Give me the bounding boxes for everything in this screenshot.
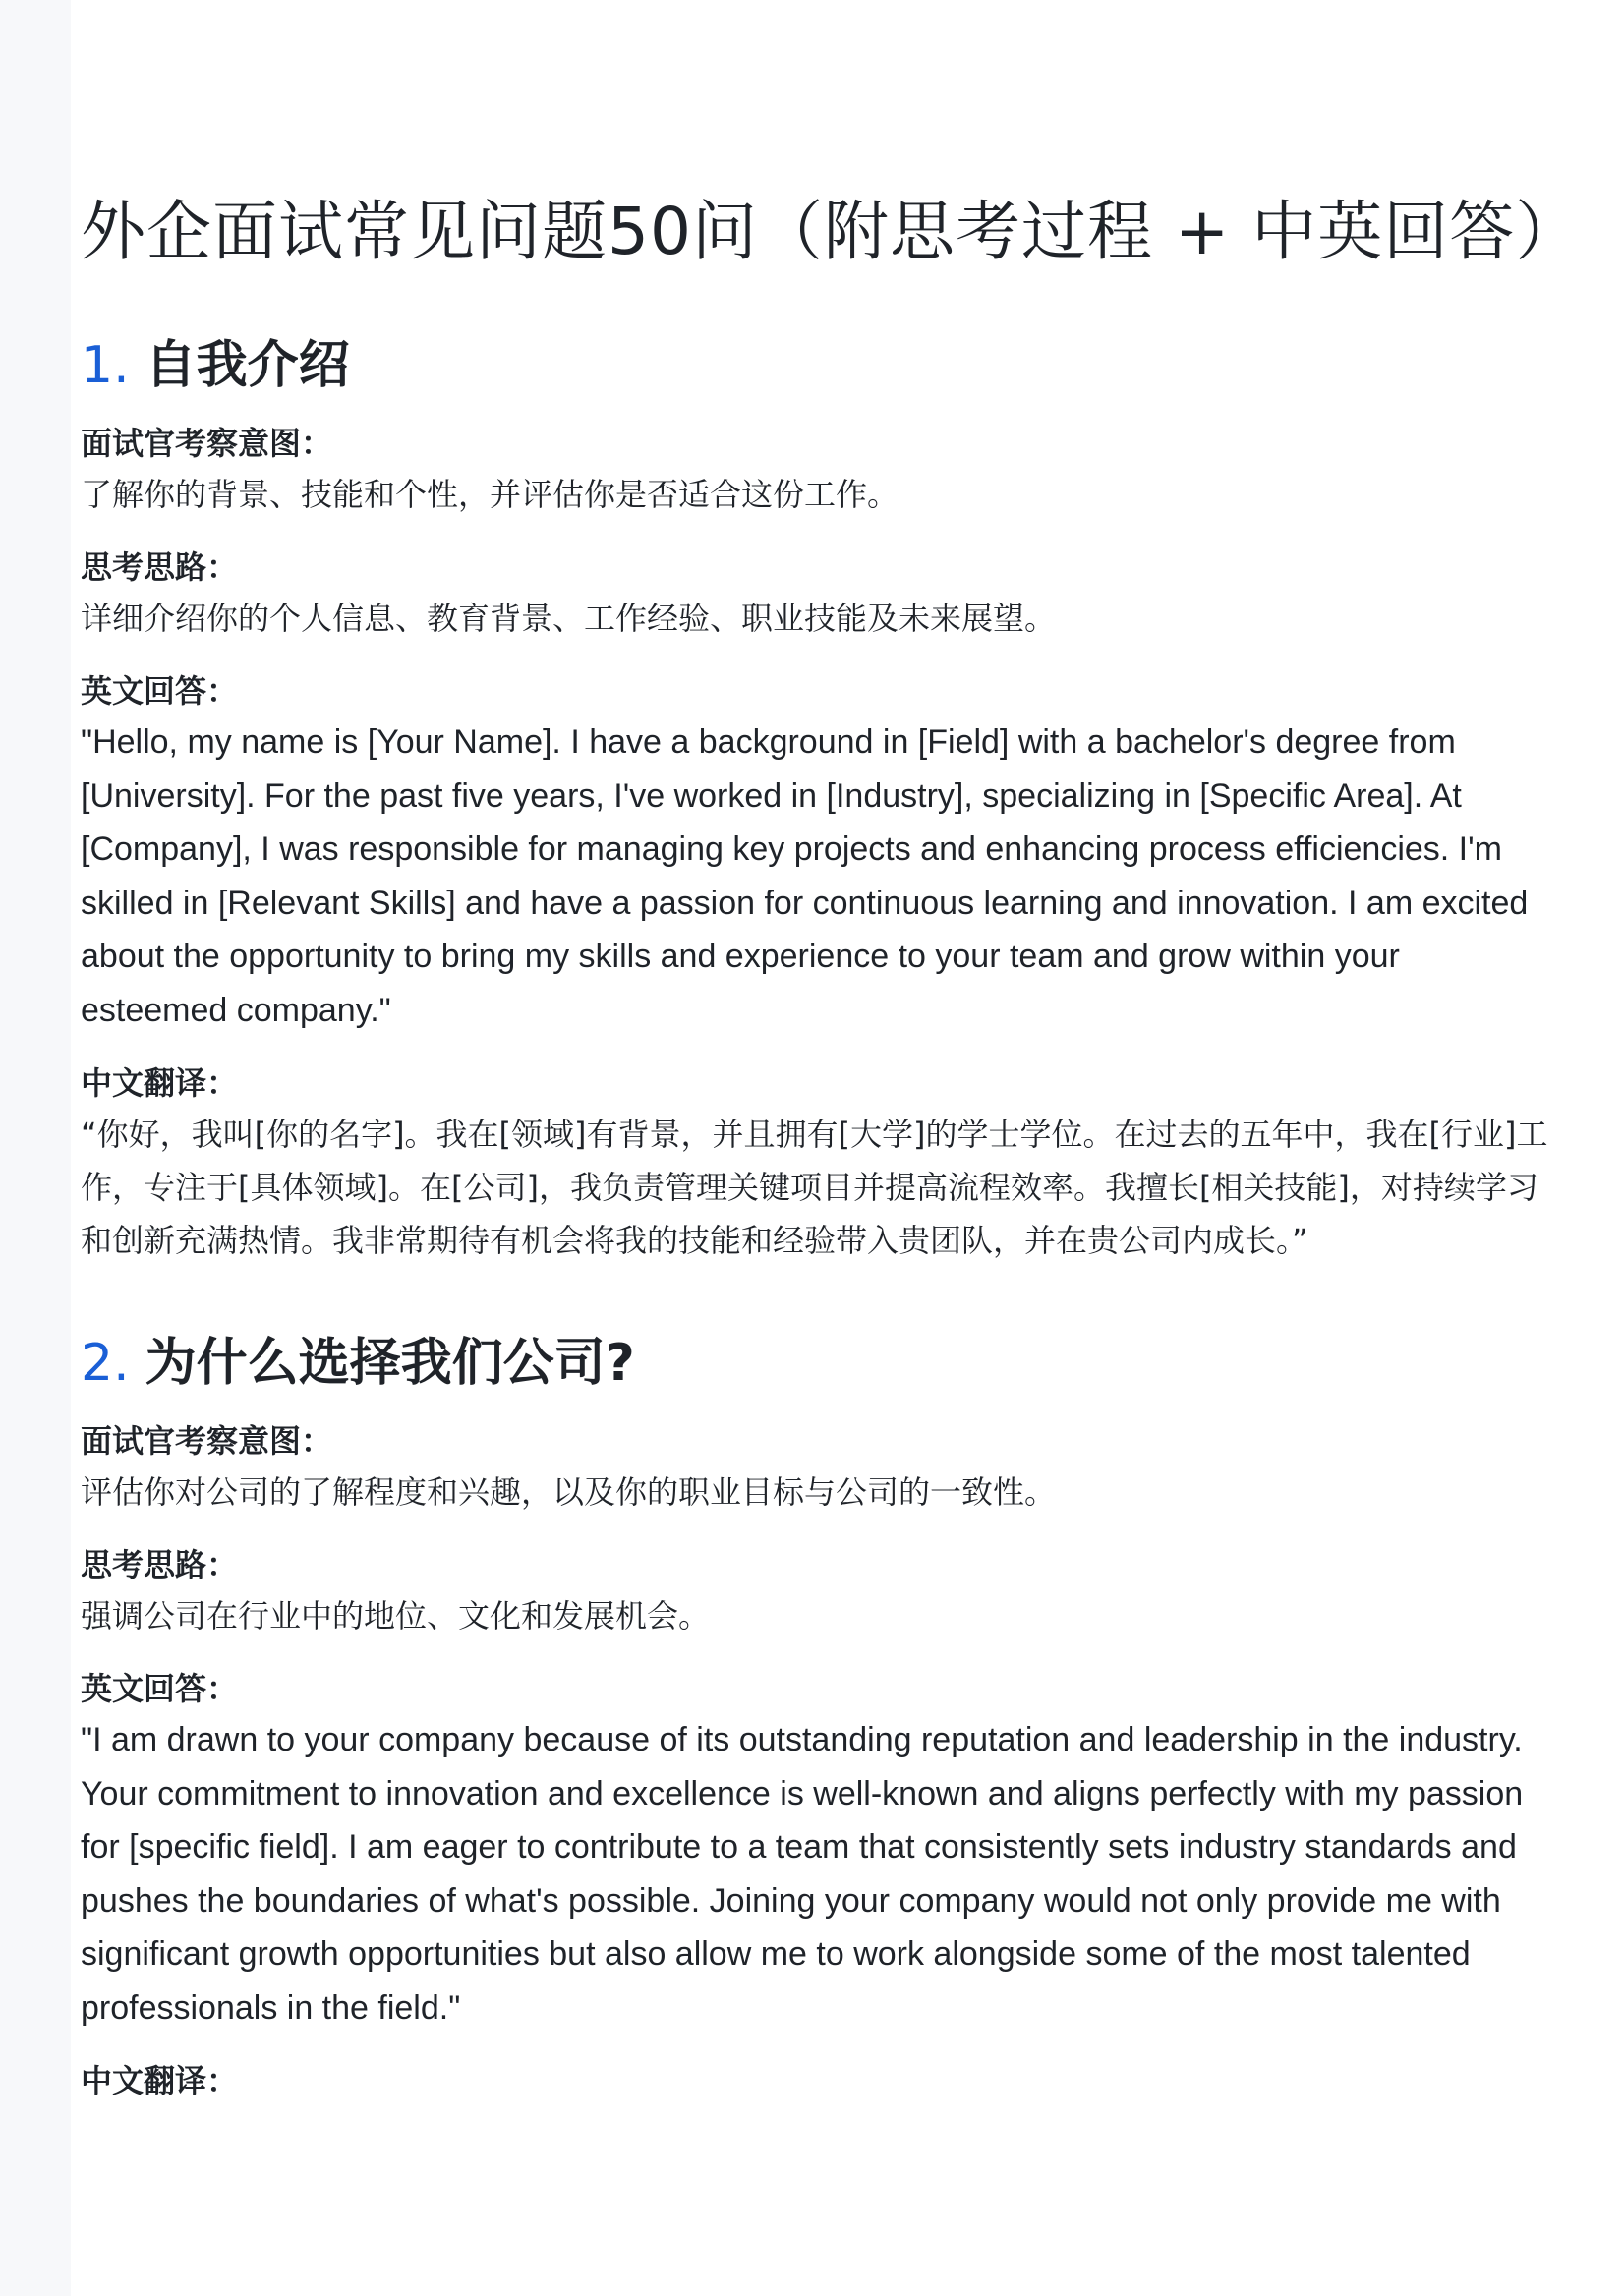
- question-title: 为什么选择我们公司?: [145, 1334, 635, 1393]
- question-title: 自我介绍: [145, 336, 350, 395]
- chinese-translation-text: “你好，我叫[你的名字]。我在[领域]有背景，并且拥有[大学]的学士学位。在过去的五年中，我在[行业]工作，专注于[具体领域]。在[公司]，我负责管理关键项目并提高流程效率。我擅长[相关技能]，对持续学习和创新充满热情。我非常期待有机会将我的技能和经验带入贵团队，并在贵公司内成长。”: [81, 1116, 1548, 1259]
- english-answer-label: 英文回答：: [81, 1670, 239, 1707]
- question-number: 2.: [81, 1334, 130, 1393]
- intent-text: 评估你对公司的了解程度和兴趣，以及你的职业目标与公司的一致性。: [81, 1473, 1057, 1511]
- question-heading: [81, 326, 1555, 405]
- question-heading: [81, 1324, 1555, 1403]
- thinking-text: 强调公司在行业中的地位、文化和发展机会。: [81, 1597, 711, 1635]
- question-section-1: [81, 326, 1555, 1267]
- question-number: 1.: [81, 336, 130, 395]
- chinese-translation-label: 中文翻译：: [81, 1064, 239, 1102]
- page-margin-strip: [0, 0, 71, 2296]
- intent-label: 面试官考察意图：: [81, 425, 333, 462]
- thinking-text: 详细介绍你的个人信息、教育背景、工作经验、职业技能及未来展望。: [81, 600, 1057, 637]
- intent-text: 了解你的背景、技能和个性，并评估你是否适合这份工作。: [81, 476, 899, 513]
- chinese-translation-label: 中文翻译：: [81, 2062, 239, 2099]
- thinking-label: 思考思路：: [81, 1546, 239, 1583]
- document-title: 外企面试常见问题50问（附思考过程 + 中英回答）: [81, 194, 1582, 269]
- english-answer-label: 英文回答：: [81, 672, 239, 710]
- thinking-label: 思考思路：: [81, 548, 239, 586]
- document-page: [81, 177, 1582, 2162]
- question-section-2: [81, 1324, 1555, 2105]
- intent-label: 面试官考察意图：: [81, 1422, 333, 1460]
- english-answer-text: "Hello, my name is [Your Name]. I have a background in [Field] with a bachelor's degree from [University]. For the past five years, I've worked in [Industry], specializing in [Specific Area]. At [Company], I was responsible for managing key projects and enhancing process efficiencies. I'm skilled in [Relevant Skills] and have a passion for continuous learning and innovation. I am excited about the opportunity to bring my skills and experience to your team and grow within your esteemed company.": [81, 723, 1529, 1029]
- english-answer-text: "I am drawn to your company because of its outstanding reputation and leadership in the industry. Your commitment to innovation and excellence is well-known and aligns perfectly with my passion for [specific field]. I am eager to contribute to a team that consistently sets industry standards and pushes the boundaries of what's possible. Joining your company would not only provide me with significant growth opportunities but also allow me to work alongside some of the most talented professionals in the field.": [81, 1721, 1524, 2027]
